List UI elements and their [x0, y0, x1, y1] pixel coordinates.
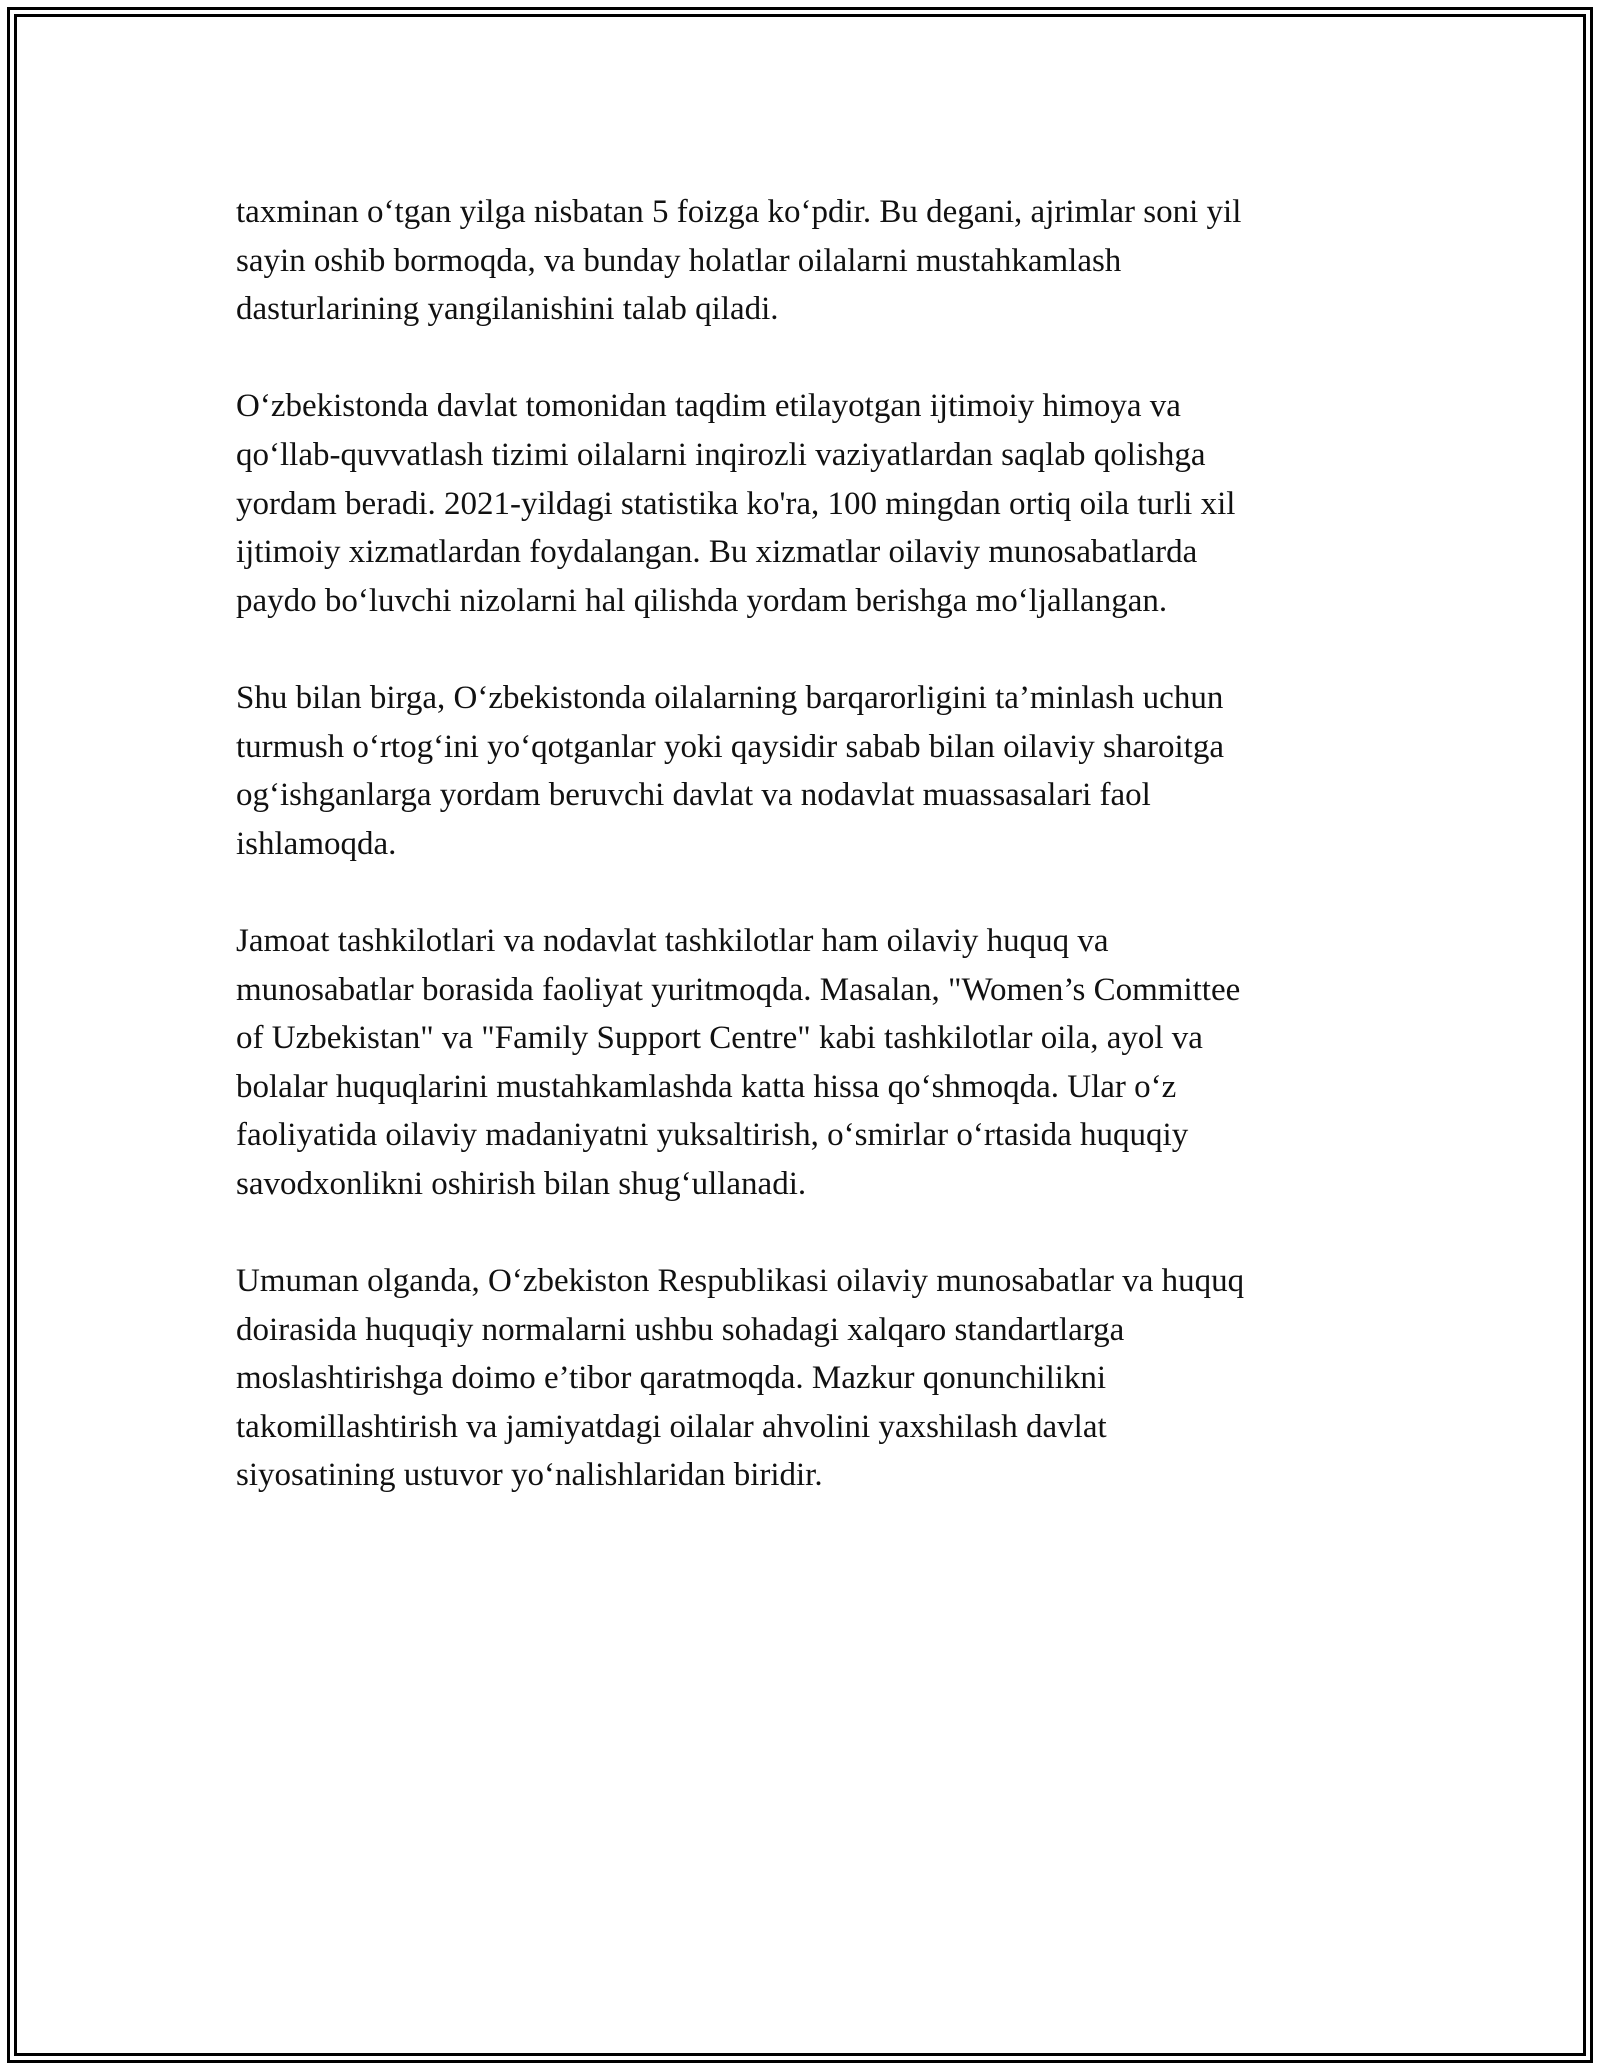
paragraph-conclusion: [236, 1257, 1366, 1500]
text-line: siyosatining ustuvor yo‘nalishlaridan biridir.: [236, 1457, 823, 1494]
text-line: bolalar huquqlarini mustahkamlashda katta hissa qo‘shmoqda. Ular o‘z: [236, 1068, 1177, 1105]
text-line: yordam beradi. 2021-yildagi statistika ko'ra, 100 mingdan ortiq oila turli xil: [236, 485, 1236, 522]
text-line: of Uzbekistan" va "Family Support Centre" kabi tashkilotlar oila, ayol va: [236, 1020, 1203, 1057]
document-body: [236, 188, 1366, 1549]
text-line: Umuman olganda, O‘zbekiston Respublikasi oilaviy munosabatlar va huquq: [236, 1263, 1245, 1300]
text-line: munosabatlar borasida faoliyat yuritmoqda. Masalan, "Women’s Committee: [236, 971, 1241, 1008]
text-line: takomillashtirish va jamiyatdagi oilalar ahvolini yaxshilash davlat: [236, 1408, 1107, 1445]
paragraph-family-stability: [236, 674, 1366, 868]
paragraph-divorce-statistics: [236, 188, 1366, 334]
text-line: ijtimoiy xizmatlardan foydalangan. Bu xizmatlar oilaviy munosabatlarda: [236, 534, 1198, 571]
paragraph-social-protection: [236, 382, 1366, 625]
text-line: Shu bilan birga, O‘zbekistonda oilalarning barqarorligini ta’minlash uchun: [236, 679, 1224, 716]
text-line: paydo bo‘luvchi nizolarni hal qilishda yordam berishga mo‘ljallangan.: [236, 582, 1168, 619]
paragraph-public-organizations: [236, 917, 1366, 1209]
text-line: og‘ishganlarga yordam beruvchi davlat va nodavlat muassasalari faol: [236, 777, 1151, 814]
text-line: sayin oshib bormoqda, va bunday holatlar oilalarni mustahkamlash: [236, 242, 1122, 279]
text-line: O‘zbekistonda davlat tomonidan taqdim etilayotgan ijtimoiy himoya va: [236, 388, 1181, 425]
text-line: qo‘llab-quvvatlash tizimi oilalarni inqirozli vaziyatlardan saqlab qolishga: [236, 436, 1206, 473]
text-line: Jamoat tashkilotlari va nodavlat tashkilotlar ham oilaviy huquq va: [236, 922, 1109, 959]
text-line: savodxonlikni oshirish bilan shug‘ullanadi.: [236, 1165, 807, 1202]
text-line: dasturlarining yangilanishini talab qiladi.: [236, 291, 779, 328]
text-line: faoliyatida oilaviy madaniyatni yuksaltirish, o‘smirlar o‘rtasida huquqiy: [236, 1117, 1189, 1154]
text-line: turmush o‘rtog‘ini yo‘qotganlar yoki qaysidir sabab bilan oilaviy sharoitga: [236, 728, 1224, 765]
text-line: moslashtirishga doimo e’tibor qaratmoqda. Mazkur qonunchilikni: [236, 1360, 1107, 1397]
text-line: taxminan o‘tgan yilga nisbatan 5 foizga ko‘pdir. Bu degani, ajrimlar soni yil: [236, 194, 1242, 230]
text-line: doirasida huquqiy normalarni ushbu sohadagi xalqaro standartlarga: [236, 1311, 1125, 1348]
text-line: ishlamoqda.: [236, 825, 397, 862]
